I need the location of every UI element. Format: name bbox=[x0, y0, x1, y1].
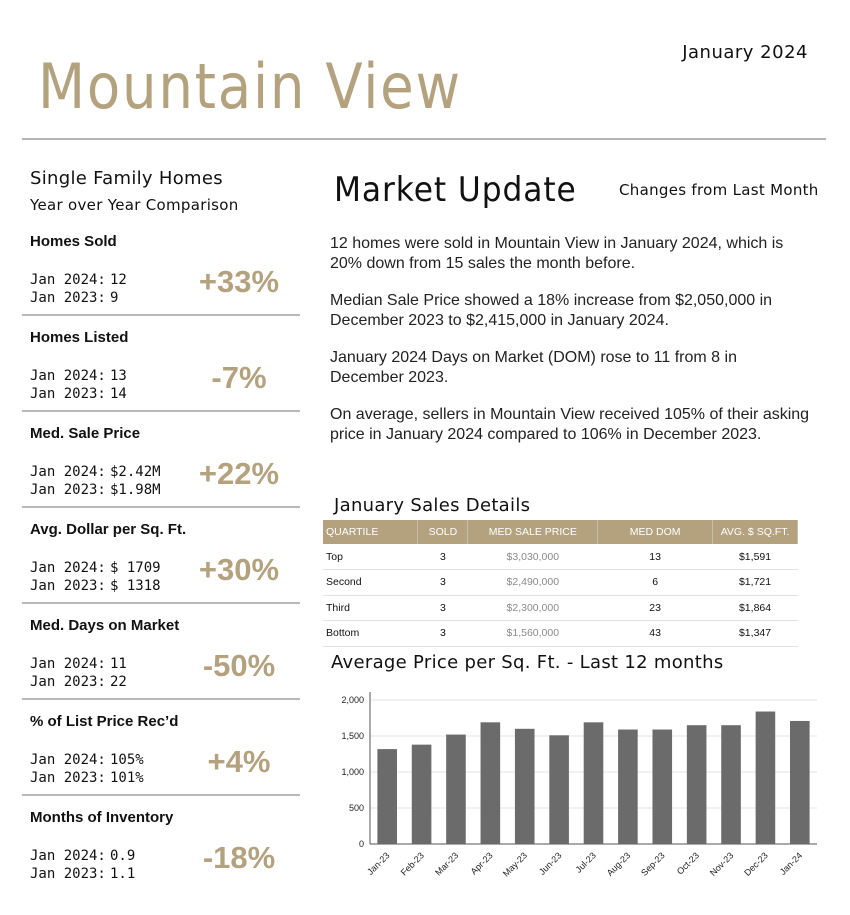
sales-details-table bbox=[323, 520, 798, 647]
table-cell: 3 bbox=[418, 595, 468, 621]
x-tick-label: Jul-23 bbox=[573, 850, 598, 875]
metric-current-value: 0.9 bbox=[110, 848, 136, 864]
market-update-title: Market Update bbox=[334, 170, 577, 210]
table-cell: $2,300,000 bbox=[468, 595, 598, 621]
metric-current-label: Jan 2024: bbox=[30, 848, 106, 864]
bar bbox=[377, 749, 397, 844]
y-tick-label: 2,000 bbox=[341, 695, 364, 705]
metric-current-value: $2.42M bbox=[110, 464, 161, 480]
bar bbox=[584, 722, 604, 844]
metric-current-value: $ 1709 bbox=[110, 560, 161, 576]
metric-change-percent: -7% bbox=[211, 360, 267, 395]
header-divider bbox=[22, 138, 826, 140]
metric-prior-label: Jan 2023: bbox=[30, 578, 106, 594]
table-cell: 23 bbox=[598, 595, 713, 621]
metric-current bbox=[30, 368, 127, 384]
table-cell: Second bbox=[323, 570, 418, 596]
summary-paragraph: On average, sellers in Mountain View received 105% of their asking price in January 2024 compared to 106% in December 2023. bbox=[330, 406, 810, 443]
x-tick-label: Jun-23 bbox=[536, 850, 564, 877]
summary-paragraph: 12 homes were sold in Mountain View in January 2024, which is 20% down from 15 sales the month before. bbox=[330, 235, 784, 272]
metric-block bbox=[22, 508, 300, 604]
metric-change-percent: -18% bbox=[202, 840, 276, 875]
col-quartile: QUARTILE bbox=[323, 520, 418, 544]
metric-label: Homes Sold bbox=[30, 233, 117, 250]
metric-prior-value: 9 bbox=[110, 290, 119, 306]
bar bbox=[687, 725, 707, 844]
metric-label: % of List Price Rec’d bbox=[30, 713, 179, 730]
metric-prior bbox=[30, 866, 135, 882]
metric-label: Homes Listed bbox=[30, 329, 129, 346]
col-sold: SOLD bbox=[418, 520, 468, 544]
yoy-panel bbox=[22, 168, 300, 892]
metric-prior bbox=[30, 482, 161, 498]
metric-prior-value: 22 bbox=[110, 674, 127, 690]
metric-current bbox=[30, 560, 161, 576]
bar bbox=[481, 722, 501, 844]
bar bbox=[652, 730, 672, 844]
metric-block bbox=[22, 220, 300, 316]
metric-prior-value: $1.98M bbox=[110, 482, 161, 498]
metric-prior bbox=[30, 290, 118, 306]
metric-prior-label: Jan 2023: bbox=[30, 386, 106, 402]
metric-prior-label: Jan 2023: bbox=[30, 674, 106, 690]
changes-label: Changes from Last Month bbox=[619, 181, 819, 199]
y-tick-label: 1,000 bbox=[341, 767, 364, 777]
metric-label: Months of Inventory bbox=[30, 809, 174, 826]
bar bbox=[756, 712, 776, 844]
x-tick-label: Jan-23 bbox=[365, 850, 392, 877]
metric-current bbox=[30, 656, 127, 672]
x-tick-label: Apr-23 bbox=[468, 850, 495, 877]
x-tick-label: Oct-23 bbox=[674, 850, 702, 877]
metric-block bbox=[22, 316, 300, 412]
metric-block bbox=[22, 700, 300, 796]
metric-current-label: Jan 2024: bbox=[30, 752, 106, 768]
metric-current-value: 105% bbox=[110, 752, 144, 768]
table-cell: $1,347 bbox=[713, 621, 798, 647]
bar bbox=[790, 721, 810, 844]
table-row bbox=[323, 544, 798, 570]
sales-details-title: January Sales Details bbox=[334, 495, 531, 516]
market-summary bbox=[330, 234, 810, 462]
x-tick-label: Aug-23 bbox=[604, 850, 633, 878]
city-title: Mountain View bbox=[38, 50, 462, 123]
metric-change-percent: +30% bbox=[198, 552, 280, 587]
summary-paragraph: Median Sale Price showed a 18% increase from $2,050,000 in December 2023 to $2,415,000 in January 2024. bbox=[330, 292, 773, 329]
metric-current-value: 12 bbox=[110, 272, 127, 288]
table-cell: Bottom bbox=[323, 621, 418, 647]
yoy-subtitle: Year over Year Comparison bbox=[30, 196, 239, 214]
x-tick-label: Sep-23 bbox=[639, 850, 667, 878]
metric-current bbox=[30, 272, 127, 288]
metric-label: Avg. Dollar per Sq. Ft. bbox=[30, 521, 187, 538]
summary-paragraph: January 2024 Days on Market (DOM) rose to 11 from 8 in December 2023. bbox=[330, 349, 737, 386]
metric-prior-value: 1.1 bbox=[110, 866, 136, 882]
metric-prior-label: Jan 2023: bbox=[30, 866, 106, 882]
metric-change-percent: +33% bbox=[198, 264, 280, 299]
metric-prior-label: Jan 2023: bbox=[30, 770, 106, 786]
table-cell: $1,560,000 bbox=[468, 621, 598, 647]
table-row bbox=[323, 570, 798, 596]
bar bbox=[721, 725, 741, 844]
table-cell: 3 bbox=[418, 544, 468, 570]
col-med-dom: MED DOM bbox=[598, 520, 713, 544]
table-header-row bbox=[323, 520, 798, 544]
bar bbox=[412, 745, 432, 844]
metric-current-label: Jan 2024: bbox=[30, 464, 106, 480]
bar bbox=[515, 729, 535, 844]
metric-prior bbox=[30, 770, 144, 786]
y-tick-label: 0 bbox=[358, 839, 364, 849]
x-tick-label: Mar-23 bbox=[433, 850, 461, 878]
bar bbox=[618, 730, 638, 844]
x-tick-label: Nov-23 bbox=[707, 850, 736, 878]
x-tick-label: May-23 bbox=[500, 850, 530, 879]
table-cell: Top bbox=[323, 544, 418, 570]
metric-current-label: Jan 2024: bbox=[30, 272, 106, 288]
table-cell: $2,490,000 bbox=[468, 570, 598, 596]
table-cell: Third bbox=[323, 595, 418, 621]
table-cell: $3,030,000 bbox=[468, 544, 598, 570]
metric-current-label: Jan 2024: bbox=[30, 368, 106, 384]
metric-block bbox=[22, 796, 300, 892]
metric-current-value: 11 bbox=[110, 656, 127, 672]
table-cell: 13 bbox=[598, 544, 713, 570]
metric-current bbox=[30, 464, 161, 480]
metric-current-value: 13 bbox=[110, 368, 127, 384]
metric-change-percent: +4% bbox=[207, 744, 271, 779]
metric-prior bbox=[30, 578, 161, 594]
chart-title: Average Price per Sq. Ft. - Last 12 months bbox=[331, 652, 724, 673]
table-row bbox=[323, 595, 798, 621]
table-cell: $1,721 bbox=[713, 570, 798, 596]
x-tick-label: Dec-23 bbox=[742, 850, 770, 878]
metric-current bbox=[30, 848, 135, 864]
sales-table-body bbox=[323, 544, 798, 646]
table-cell: 3 bbox=[418, 570, 468, 596]
table-row bbox=[323, 621, 798, 647]
metric-change-percent: +22% bbox=[198, 456, 280, 491]
col-avg-sqft: AVG. $ SQ.FT. bbox=[713, 520, 798, 544]
metric-prior-value: 14 bbox=[110, 386, 127, 402]
yoy-title: Single Family Homes bbox=[30, 168, 223, 189]
metric-current bbox=[30, 752, 144, 768]
metric-prior-label: Jan 2023: bbox=[30, 290, 106, 306]
metric-label: Med. Sale Price bbox=[30, 425, 141, 442]
bar bbox=[549, 735, 569, 844]
x-tick-label: Jan-24 bbox=[777, 850, 805, 877]
y-tick-label: 1,500 bbox=[341, 731, 364, 741]
metric-list bbox=[22, 220, 300, 892]
table-cell: 3 bbox=[418, 621, 468, 647]
metric-prior-value: 101% bbox=[110, 770, 144, 786]
metric-block bbox=[22, 604, 300, 700]
metric-change-percent: -50% bbox=[202, 648, 276, 683]
table-cell: $1,864 bbox=[713, 595, 798, 621]
table-cell: 6 bbox=[598, 570, 713, 596]
metric-block bbox=[22, 412, 300, 508]
metric-current-label: Jan 2024: bbox=[30, 560, 106, 576]
x-tick-label: Feb-23 bbox=[398, 850, 426, 878]
metric-prior bbox=[30, 386, 127, 402]
table-cell: 43 bbox=[598, 621, 713, 647]
report-date: January 2024 bbox=[682, 42, 808, 63]
y-tick-label: 500 bbox=[348, 803, 364, 813]
metric-label: Med. Days on Market bbox=[30, 617, 180, 634]
metric-prior-label: Jan 2023: bbox=[30, 482, 106, 498]
table-cell: $1,591 bbox=[713, 544, 798, 570]
metric-current-label: Jan 2024: bbox=[30, 656, 106, 672]
col-med-sale-price: MED SALE PRICE bbox=[468, 520, 598, 544]
metric-prior-value: $ 1318 bbox=[110, 578, 161, 594]
price-sqft-bar-chart bbox=[325, 680, 825, 910]
metric-prior bbox=[30, 674, 127, 690]
bar bbox=[446, 735, 466, 844]
